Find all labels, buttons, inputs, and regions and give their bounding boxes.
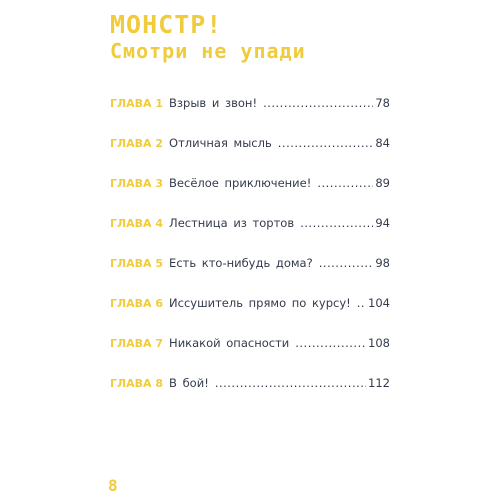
toc-row — [110, 296, 390, 336]
leader-dots — [317, 176, 373, 190]
toc-row — [110, 256, 390, 296]
chapter-title: В бой! — [169, 376, 209, 390]
chapter-title: Отличная мысль — [169, 136, 272, 150]
toc-row — [110, 216, 390, 256]
table-of-contents — [110, 96, 390, 416]
leader-dots — [263, 96, 373, 110]
toc-row — [110, 376, 390, 416]
chapter-label: ГЛАВА 2 — [110, 137, 164, 150]
page-number: 8 — [108, 476, 118, 495]
chapter-title: Лестница из тортов — [169, 216, 295, 230]
chapter-page: 104 — [368, 296, 390, 310]
title-subtitle: Смотри не упади — [110, 39, 306, 63]
chapter-page: 78 — [375, 96, 390, 110]
chapter-page: 84 — [375, 136, 390, 150]
toc-row — [110, 96, 390, 136]
toc-row — [110, 336, 390, 376]
chapter-label: ГЛАВА 5 — [110, 257, 164, 270]
leader-dots — [300, 216, 373, 230]
leader-dots — [215, 376, 366, 390]
chapter-title: Никакой опасности — [169, 336, 290, 350]
chapter-title: Взрыв и звон! — [169, 96, 258, 110]
chapter-page: 89 — [375, 176, 390, 190]
chapter-page: 108 — [368, 336, 390, 350]
toc-row — [110, 176, 390, 216]
book-title — [110, 12, 306, 61]
leader-dots — [319, 256, 374, 270]
chapter-page: 112 — [368, 376, 390, 390]
title-main: МОНСТР! — [110, 10, 223, 39]
leader-dots — [295, 336, 366, 350]
chapter-title: Весёлое приключение! — [169, 176, 312, 190]
leader-dots — [278, 136, 374, 150]
chapter-label: ГЛАВА 1 — [110, 97, 164, 110]
chapter-title: Иссушитель прямо по курсу! — [169, 296, 351, 310]
chapter-page: 94 — [375, 216, 390, 230]
toc-row — [110, 136, 390, 176]
chapter-page: 98 — [375, 256, 390, 270]
chapter-title: Есть кто-нибудь дома? — [169, 256, 313, 270]
leader-dots — [357, 296, 366, 310]
chapter-label: ГЛАВА 4 — [110, 217, 164, 230]
chapter-label: ГЛАВА 8 — [110, 377, 164, 390]
chapter-label: ГЛАВА 6 — [110, 297, 164, 310]
chapter-label: ГЛАВА 3 — [110, 177, 164, 190]
chapter-label: ГЛАВА 7 — [110, 337, 164, 350]
